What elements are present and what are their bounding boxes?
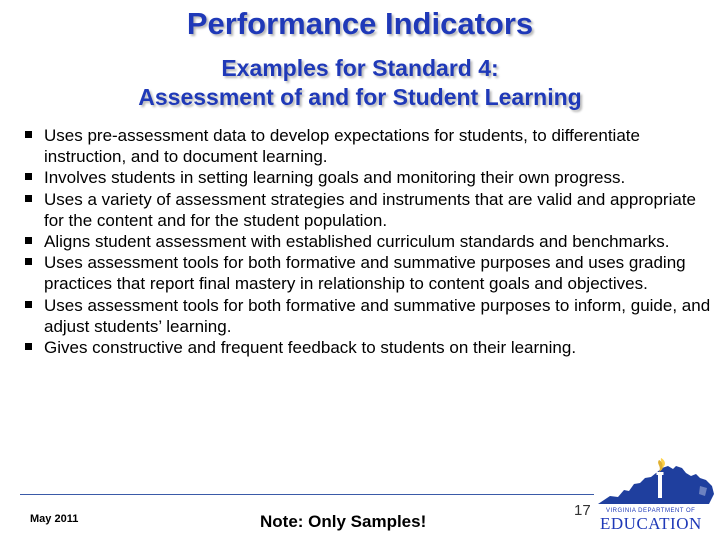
- vdoe-logo: [596, 456, 716, 536]
- bullet-item: [24, 231, 714, 252]
- page-number: 17: [574, 502, 591, 519]
- bullet-text: Uses assessment tools for both formative and summative purposes and uses grading practices that report final mastery in relationship to content goals and objectives.: [44, 253, 686, 294]
- subtitle-line-1: Examples for Standard 4:: [221, 55, 499, 81]
- bullet-item: [24, 125, 714, 167]
- footer-date: May 2011: [30, 513, 79, 525]
- bullet-text: Involves students in setting learning goals and monitoring their own progress.: [44, 168, 626, 188]
- square-bullet-icon: [25, 258, 32, 265]
- square-bullet-icon: [25, 195, 32, 202]
- square-bullet-icon: [25, 131, 32, 138]
- bullet-text: Uses a variety of assessment strategies and instruments that are valid and appropriate for the content and for the student population.: [44, 189, 697, 230]
- footer-divider: [20, 494, 594, 495]
- square-bullet-icon: [25, 173, 32, 180]
- bullet-item: [24, 337, 714, 358]
- bullet-item: [24, 252, 714, 294]
- bullet-text: Gives constructive and frequent feedback to students on their learning.: [44, 338, 577, 358]
- bullet-item: [24, 189, 714, 231]
- slide-subtitle: [0, 54, 720, 112]
- square-bullet-icon: [25, 343, 32, 350]
- subtitle-line-2: Assessment of and for Student Learning: [138, 84, 582, 110]
- logo-wordmark: EDUCATION: [600, 514, 702, 533]
- bullet-text: Uses assessment tools for both formative and summative purposes to inform, guide, and adjust students’ learning.: [44, 295, 711, 336]
- slide-title: Performance Indicators: [186, 6, 534, 41]
- footer-note: Note: Only Samples!: [260, 512, 427, 531]
- virginia-map-icon: [596, 456, 716, 508]
- bullet-text: Aligns student assessment with established curriculum standards and benchmarks.: [44, 232, 670, 252]
- bullet-text: Uses pre-assessment data to develop expectations for students, to differentiate instruction, and to document learning.: [44, 126, 640, 167]
- square-bullet-icon: [25, 301, 32, 308]
- bullet-list: [24, 125, 714, 358]
- bullet-item: [24, 167, 714, 188]
- logo-subtext: VIRGINIA DEPARTMENT OF: [606, 508, 696, 514]
- bullet-item: [24, 295, 714, 337]
- square-bullet-icon: [25, 237, 32, 244]
